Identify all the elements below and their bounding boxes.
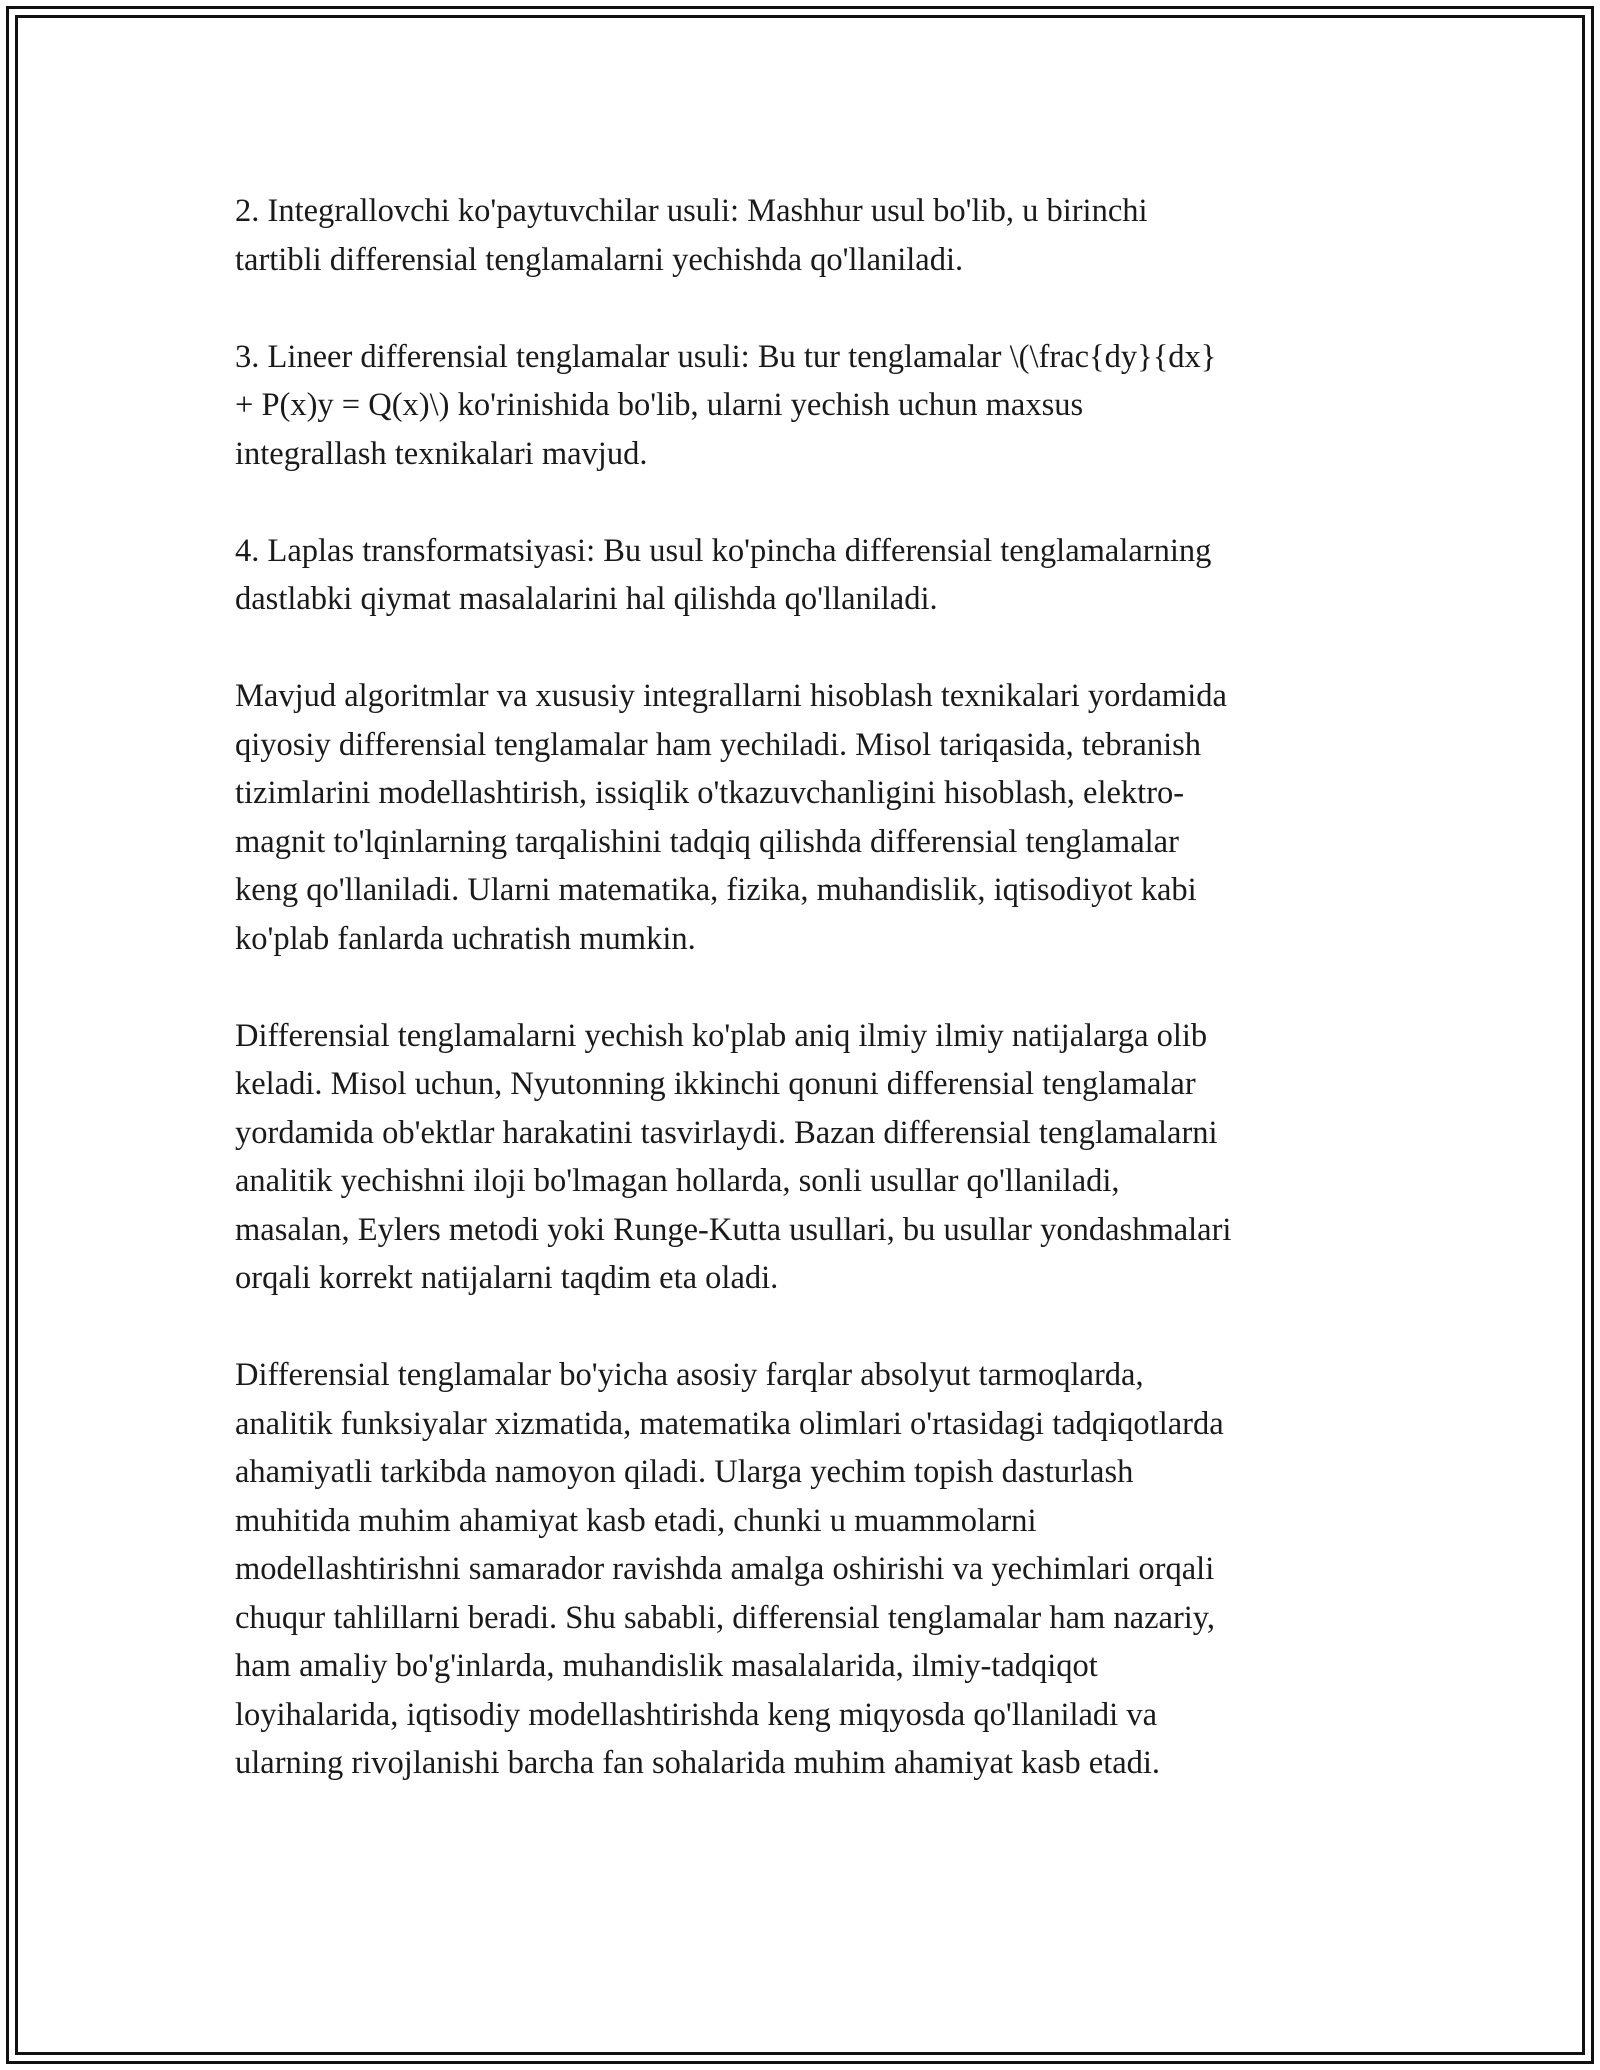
text-line: ko'plab fanlarda uchratish mumkin. — [235, 920, 696, 957]
text-line: 4. Laplas transformatsiyasi: Bu usul ko'pincha differensial tenglamalarning — [235, 532, 1212, 569]
text-line: chuqur tahlillarni beradi. Shu sababli, differensial tenglamalar ham nazariy, — [235, 1599, 1216, 1636]
paragraph-method-2 — [235, 187, 1365, 284]
text-line: ham amaliy bo'g'inlarda, muhandislik masalalarida, ilmiy-tadqiqot — [235, 1648, 1098, 1684]
text-line: + P(x)y = Q(x)\) ko'rinishida bo'lib, ularni yechish uchun maxsus — [235, 387, 1084, 423]
text-line: 3. Lineer differensial tenglamalar usuli: Bu tur tenglamalar \(\frac{dy}{dx} — [235, 338, 1217, 375]
document-body — [235, 187, 1365, 1836]
text-line: Differensial tenglamalarni yechish ko'plab aniq ilmiy ilmiy natijalarga olib — [235, 1017, 1208, 1054]
text-line: Differensial tenglamalar bo'yicha asosiy farqlar absolyut tarmoqlarda, — [235, 1357, 1144, 1393]
text-line: analitik yechishni iloji bo'lmagan hollarda, sonli usullar qo'llaniladi, — [235, 1163, 1120, 1199]
text-line: ahamiyatli tarkibda namoyon qiladi. Ularga yechim topish dasturlash — [235, 1454, 1134, 1490]
text-line: muhitida muhim ahamiyat kasb etadi, chunki u muammolarni — [235, 1502, 1037, 1539]
paragraph-method-4 — [235, 527, 1365, 624]
text-line: masalan, Eylers metodi yoki Runge-Kutta usullari, bu usullar yondashmalari — [235, 1211, 1232, 1248]
text-line: loyihalarida, iqtisodiy modellashtirishda keng miqyosda qo'llaniladi va — [235, 1696, 1158, 1733]
paragraph-applications — [235, 672, 1365, 963]
text-line: keng qo'llaniladi. Ularni matematika, fizika, muhandislik, iqtisodiyot kabi — [235, 872, 1197, 908]
text-line: magnit to'lqinlarning tarqalishini tadqiq qilishda differensial tenglamalar — [235, 823, 1179, 860]
text-line: modellashtirishni samarador ravishda amalga oshirishi va yechimlari orqali — [235, 1551, 1215, 1587]
text-line: 2. Integrallovchi ko'paytuvchilar usuli: Mashhur usul bo'lib, u birinchi — [235, 193, 1148, 229]
text-line: orqali korrekt natijalarni taqdim eta oladi. — [235, 1260, 779, 1296]
text-line: keladi. Misol uchun, Nyutonning ikkinchi qonuni differensial tenglamalar — [235, 1066, 1196, 1102]
paragraph-method-3 — [235, 333, 1365, 479]
paragraph-results — [235, 1012, 1365, 1303]
text-line: dastlabki qiymat masalalarini hal qilishda qo'llaniladi. — [235, 581, 938, 617]
text-line: tartibli differensial tenglamalarni yechishda qo'llaniladi. — [235, 241, 964, 278]
text-line: Mavjud algoritmlar va xususiy integrallarni hisoblash texnikalari yordamida — [235, 678, 1227, 714]
text-line: tizimlarini modellashtirish, issiqlik o'tkazuvchanligini hisoblash, elektro- — [235, 775, 1185, 811]
text-line: qiyosiy differensial tenglamalar ham yechiladi. Misol tariqasida, tebranish — [235, 726, 1202, 763]
text-line: yordamida ob'ektlar harakatini tasvirlaydi. Bazan differensial tenglamalarni — [235, 1114, 1218, 1151]
paragraph-conclusion — [235, 1351, 1365, 1788]
text-line: ularning rivojlanishi barcha fan sohalarida muhim ahamiyat kasb etadi. — [235, 1745, 1161, 1781]
text-line: analitik funksiyalar xizmatida, matematika olimlari o'rtasidagi tadqiqotlarda — [235, 1405, 1224, 1442]
text-line: integrallash texnikalari mavjud. — [235, 435, 648, 472]
